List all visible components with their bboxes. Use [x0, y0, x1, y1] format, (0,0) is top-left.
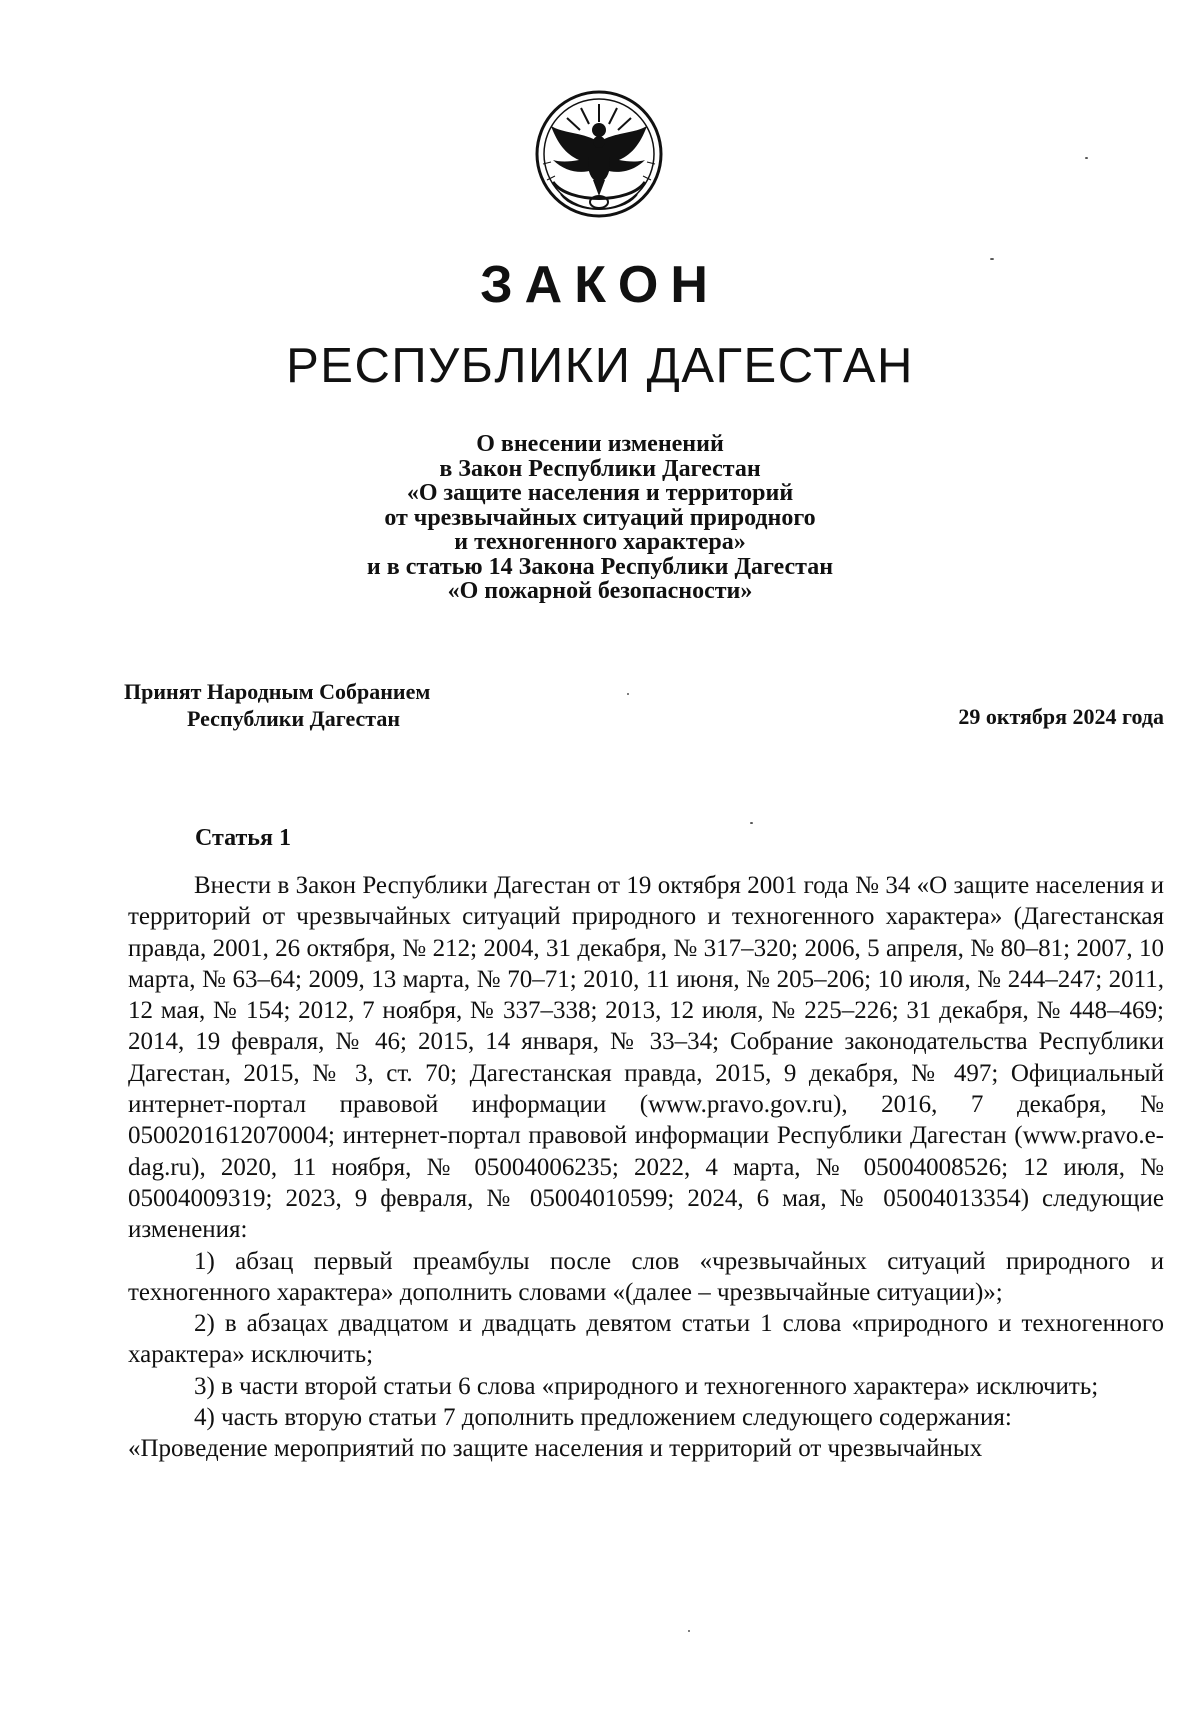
law-title-line: «О защите населения и территорий	[406, 480, 794, 506]
law-title	[200, 432, 1000, 604]
article-heading: Статья 1	[195, 825, 291, 851]
adoption-line: Республики Дагестан	[187, 706, 401, 731]
law-title-line: и техногенного характера»	[454, 529, 746, 555]
scan-speck	[1085, 157, 1088, 159]
coat-of-arms-icon	[513, 82, 685, 232]
issuer-heading: РЕСПУБЛИКИ ДАГЕСТАН	[286, 339, 914, 393]
scan-speck	[750, 822, 753, 824]
article-body	[128, 870, 1164, 1465]
law-title-line: «О пожарной безопасности»	[447, 578, 753, 604]
adoption-line: Принят Народным Собранием	[124, 679, 431, 704]
article-paragraph: 4) часть вторую статьи 7 дополнить предложением следующего содержания:	[194, 1404, 1012, 1432]
article-paragraph: 3) в части второй статьи 6 слова «природного и техногенного характера» исключить;	[194, 1372, 1099, 1400]
law-title-line: и в статью 14 Закона Республики Дагестан	[366, 553, 834, 580]
scan-speck	[990, 258, 994, 260]
document-type-heading: ЗАКОН	[480, 256, 720, 314]
article-paragraph: Внести в Закон Республики Дагестан от 19 октября 2001 года № 34 «О защите населения и территорий от чрезвычайных ситуаций природного и техногенного характера» (Дагестанская правда, 2001, 26 октября, № 212; 2004, 31 декабря, № 317–320; 2006, 5 апреля, № 80–81; 2007, 10 марта, № 63–64; 2009, 13 марта, № 70–71; 2010, 11 июня, № 205–206; 10 июля, № 244–247; 2011, 12 мая, № 154; 2012, 7 ноября, № 337–338; 2013, 12 июля, № 225–226; 31 декабря, № 448–469; 2014, 19 февраля, № 46; 2015, 14 января, № 33–34; Собрание законодательства Республики Дагестан, 2015, № 3, ст. 70; Дагестанская правда, 2015, 9 декабря, № 497; Официальный интернет-портал правовой информации (www.pravo.gov.ru), 2016, 7 декабря, № 0500201612070004; интернет-портал правовой информации Республики Дагестан (www.pravo.e-dag.ru), 2020, 11 ноября, № 05004006235; 2022, 4 марта, № 05004008526; 12 июля, № 05004009319; 2023, 9 февраля, № 05004010599; 2024, 6 мая, № 05004013354) следующие изменения:	[128, 872, 1164, 1244]
adoption-date: 29 октября 2024 года	[958, 704, 1164, 729]
law-title-line: от чрезвычайных ситуаций природного	[384, 504, 816, 531]
scan-speck	[627, 693, 629, 695]
law-title-line: О внесении изменений	[476, 431, 724, 457]
article-paragraph: 2) в абзацах двадцатом и двадцать девятом статьи 1 слова «природного и техногенного характера» исключить;	[128, 1310, 1164, 1369]
scan-speck	[688, 1630, 690, 1632]
article-paragraph: «Проведение мероприятий по защите населения и территорий от чрезвычайных	[128, 1435, 983, 1463]
adoption-authority	[124, 678, 430, 732]
law-title-line: в Закон Республики Дагестан	[439, 455, 761, 482]
article-paragraph: 1) абзац первый преамбулы после слов «чрезвычайных ситуаций природного и техногенного характера» дополнить словами «(далее – чрезвычайные ситуации)»;	[128, 1247, 1164, 1306]
